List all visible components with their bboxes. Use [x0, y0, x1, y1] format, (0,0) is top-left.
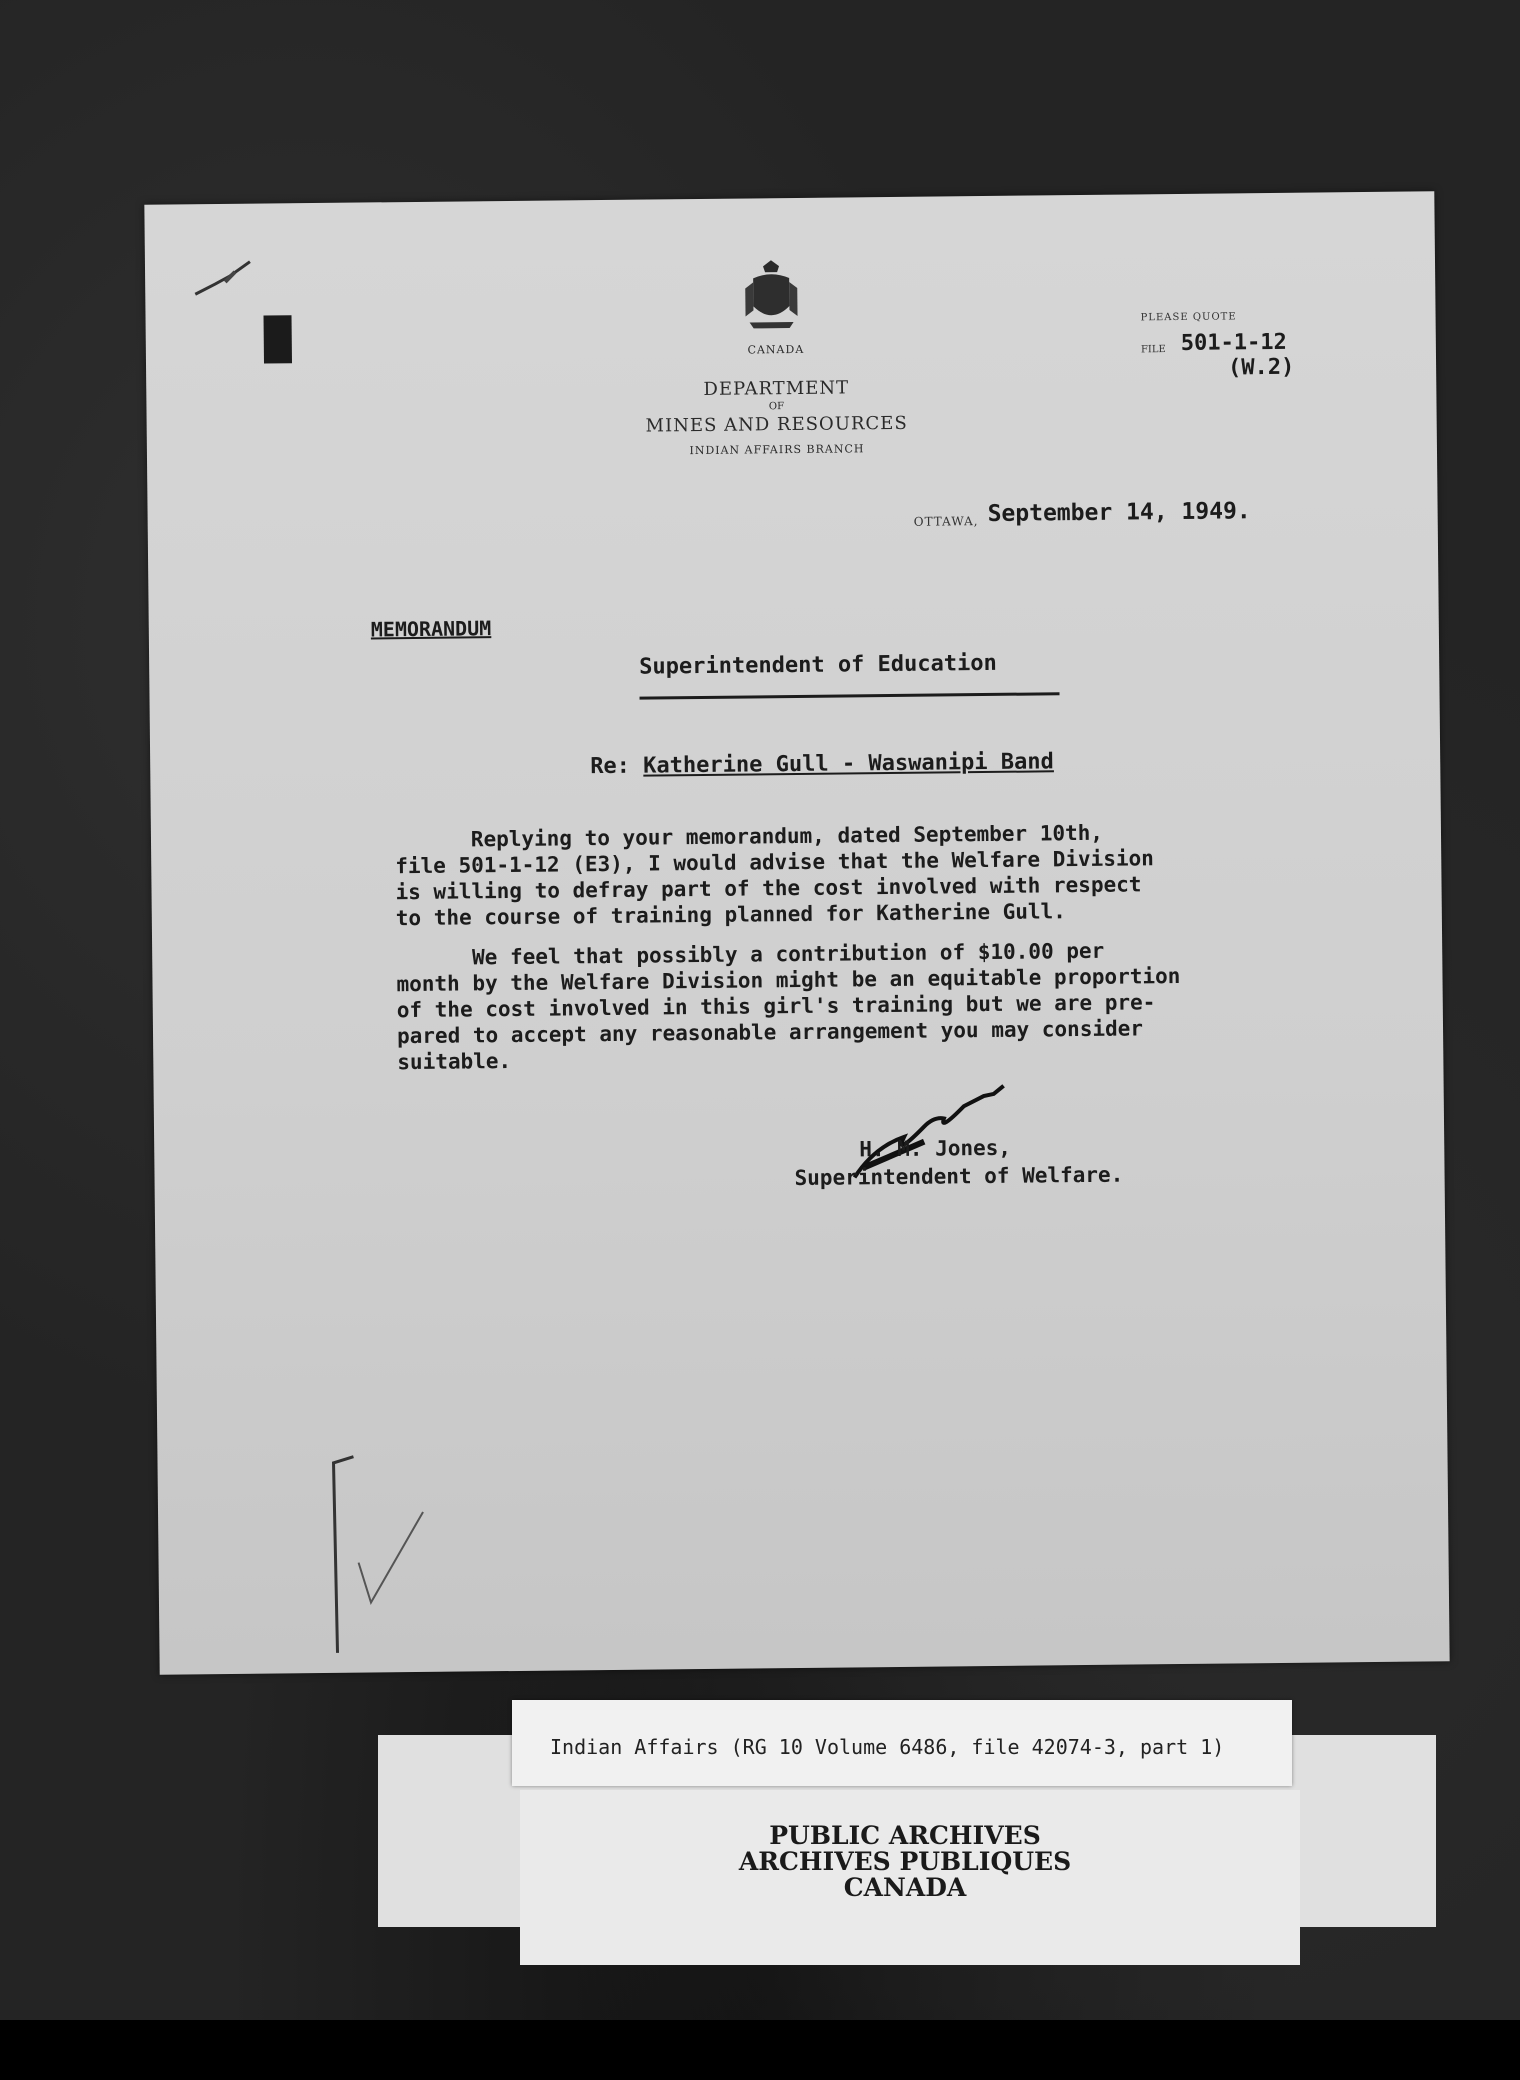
stamp-line-1: PUBLIC ARCHIVES — [769, 1821, 1041, 1850]
bottom-border — [0, 2020, 1520, 2080]
memo-paragraph-2: We feel that possibly a contribution of $10.00 per month by the Welfare Division might be an equitable proportion of the cost involved in this girl's training but we are pre- pared to accept any reasonable arrangement you may consider suitable. — [396, 938, 1181, 1075]
dateline-date: September 14, 1949. — [987, 498, 1251, 527]
re-label: Re: — [590, 753, 631, 780]
file-label: FILE — [1140, 344, 1166, 356]
punch-mark — [264, 315, 293, 363]
memo-addressee: Superintendent of Education — [639, 650, 997, 680]
dateline-city: OTTAWA, — [913, 514, 979, 529]
coat-of-arms-icon — [741, 258, 802, 331]
letterhead — [616, 342, 937, 458]
letterhead-country: CANADA — [747, 342, 805, 357]
archive-stamp — [685, 1823, 1125, 1901]
letterhead-department: DEPARTMENT — [703, 377, 850, 400]
stray-mark — [190, 254, 261, 305]
letterhead-ministry: MINES AND RESOURCES — [645, 412, 908, 437]
memo-sheet — [144, 191, 1449, 1674]
signer-name: H. M. Jones, — [859, 1135, 1012, 1162]
file-number: 501-1-12 — [1180, 329, 1287, 356]
please-quote-label: PLEASE QUOTE — [1140, 311, 1237, 324]
signer-title: Superintendent of Welfare. — [794, 1162, 1124, 1191]
check-mark — [327, 1452, 439, 1663]
subject-text: Katherine Gull - Waswanipi Band — [643, 749, 1054, 779]
subject-line — [590, 749, 1054, 779]
stamp-line-3: CANADA — [843, 1873, 967, 1902]
letterhead-branch: INDIAN AFFAIRS BRANCH — [689, 442, 865, 458]
memo-paragraph-1: Replying to your memorandum, dated September 10th, file 501-1-12 (E3), I would advise that the Welfare Division is willing to defray part of the cost involved with respect to the course of training planned for Katherine Gull. — [394, 820, 1154, 931]
file-sub-number: (W.2) — [1227, 354, 1295, 381]
letterhead-of: OF — [768, 401, 785, 413]
stamp-line-2: ARCHIVES PUBLIQUES — [738, 1847, 1072, 1876]
addressee-underline — [640, 692, 1060, 699]
archive-reference: Indian Affairs (RG 10 Volume 6486, file 42074-3, part 1) — [550, 1735, 1225, 1759]
memo-title: MEMORANDUM — [370, 616, 492, 642]
